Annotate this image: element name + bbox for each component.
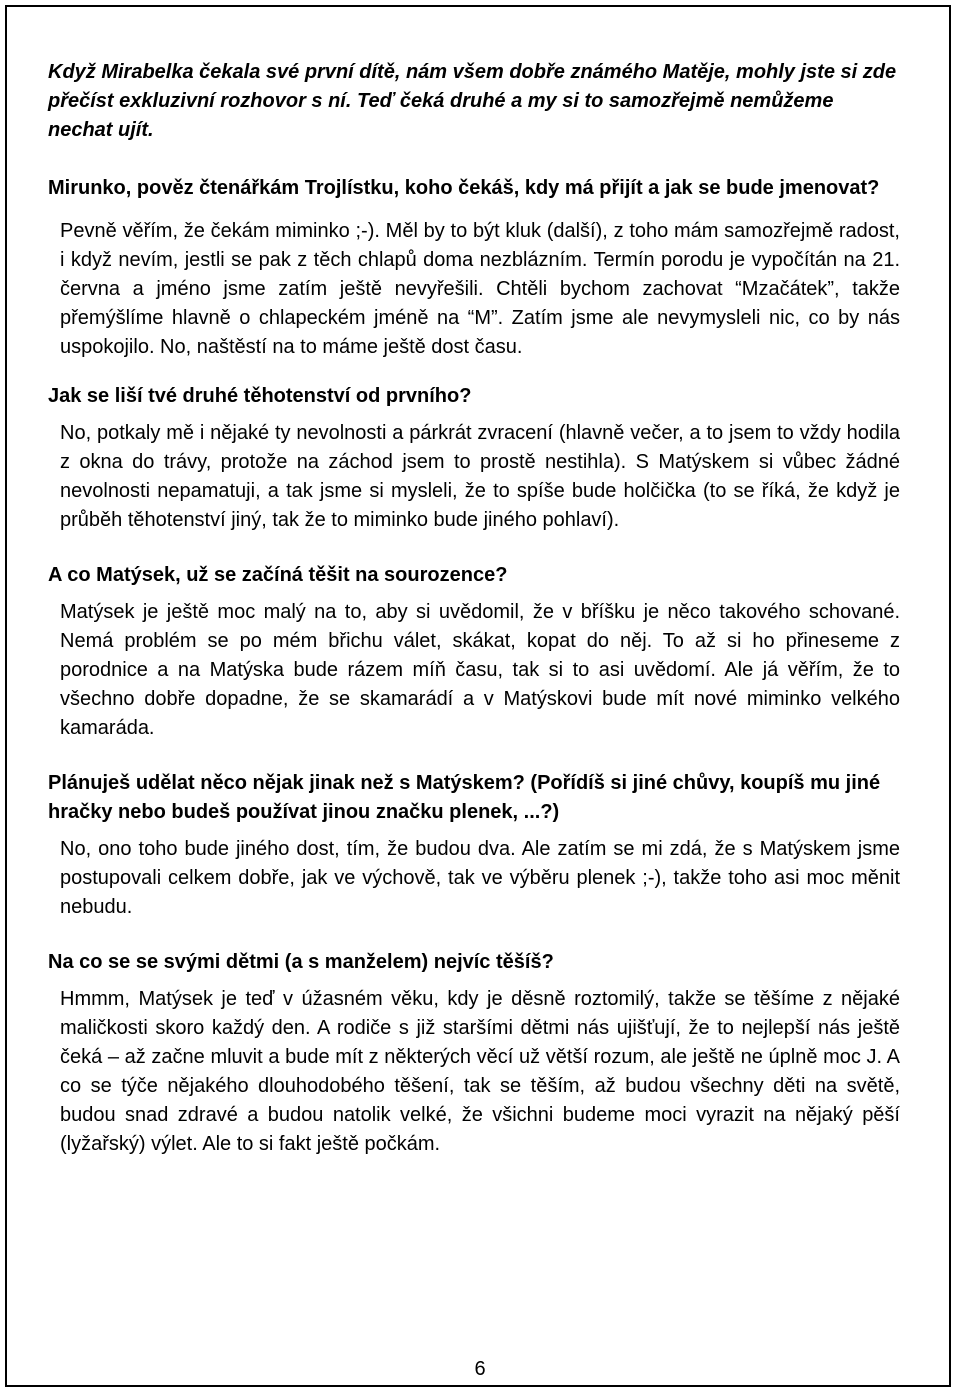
- answer-3: Matýsek je ještě moc malý na to, aby si uvědomil, že v bříšku je něco takového schované. Nemá problém se po mém břichu válet, skákat, kopat do něj. To až si ho přineseme z porodnice a na Matýska bude rázem míň času, tak si to asi uvědomí. Ale já věřím, že to všechno dobře dopadne, že se skamarádí a v Matýskovi bude mít nové miminko velkého kamaráda.: [60, 601, 900, 739]
- answer-5: Hmmm, Matýsek je teď v úžasném věku, kdy je děsně roztomilý, takže se těšíme z nějaké maličkosti skoro každý den. A rodiče s již staršími dětmi nás ujišťují, že to nejlepší nás ještě čeká – až začne mluvit a bude mít z některých věcí už větší rozum, ale ještě ne úplně moc J. A co se týče nějakého dlouhodobého těšení, tak se těším, až budou všechny děti na světě, budou snad zdravé a budou natolik velké, že všichni budeme moci vyrazit na nějaký pěší (lyžařský) výlet. Ale to si fakt ještě počkám.: [60, 988, 900, 1155]
- question-2: Jak se liší tvé druhé těhotenství od prvního?: [48, 385, 472, 407]
- question-4: Plánuješ udělat něco nějak jinak než s Matýskem? (Pořídíš si jiné chůvy, koupíš mu jiné hračky nebo budeš používat jinou značku plenek, ...?): [48, 772, 881, 823]
- intro-paragraph: Když Mirabelka čekala své první dítě, nám všem dobře známého Matěje, mohly jste si zde přečíst exkluzivní rozhovor s ní. Teď čeká druhé a my si to samozřejmě nemůžeme nechat ujít.: [48, 61, 897, 141]
- question-1: Mirunko, pověz čtenářkám Trojlístku, koho čekáš, kdy má přijít a jak se bude jmenovat?: [48, 177, 880, 199]
- answer-2: No, potkaly mě i nějaké ty nevolnosti a párkrát zvracení (hlavně večer, a to jsem to vždy hodila z okna do trávy, protože na záchod jsem to prostě nestihla). S Matýskem si vůbec žádné nevolnosti nepamatuji, a tak jsme si mysleli, že to spíše bude holčička (to se říká, že když je průběh těhotenství jiný, tak že to miminko bude jiného pohlaví).: [60, 422, 900, 531]
- answer-1: Pevně věřím, že čekám miminko ;-). Měl by to být kluk (další), z toho mám samozřejmě radost, i když nevím, jestli se pak z těch chlapů doma nezblázním. Termín porodu je vypočítán na 21. června a jméno jsme zatím ještě nevyřešili. Chtěli bychom zachovat “Mzačátek”, takže přemýšlíme hlavně o chlapeckém jméně na “M”. Zatím jsme ale nevymysleli nic, co by nás uspokojilo. No, naštěstí na to máme ještě dost času.: [60, 220, 900, 358]
- answer-4: No, ono toho bude jiného dost, tím, že budou dva. Ale zatím se mi zdá, že s Matýskem jsme postupovali celkem dobře, jak ve výchově, tak ve výběru plenek ;-), takže toho asi moc měnit nebudu.: [60, 838, 900, 918]
- question-3: A co Matýsek, už se začíná těšit na sourozence?: [48, 564, 508, 586]
- question-5: Na co se se svými dětmi (a s manželem) nejvíc těšíš?: [48, 951, 554, 973]
- page-number: 6: [474, 1358, 486, 1380]
- article-body: [48, 58, 900, 1159]
